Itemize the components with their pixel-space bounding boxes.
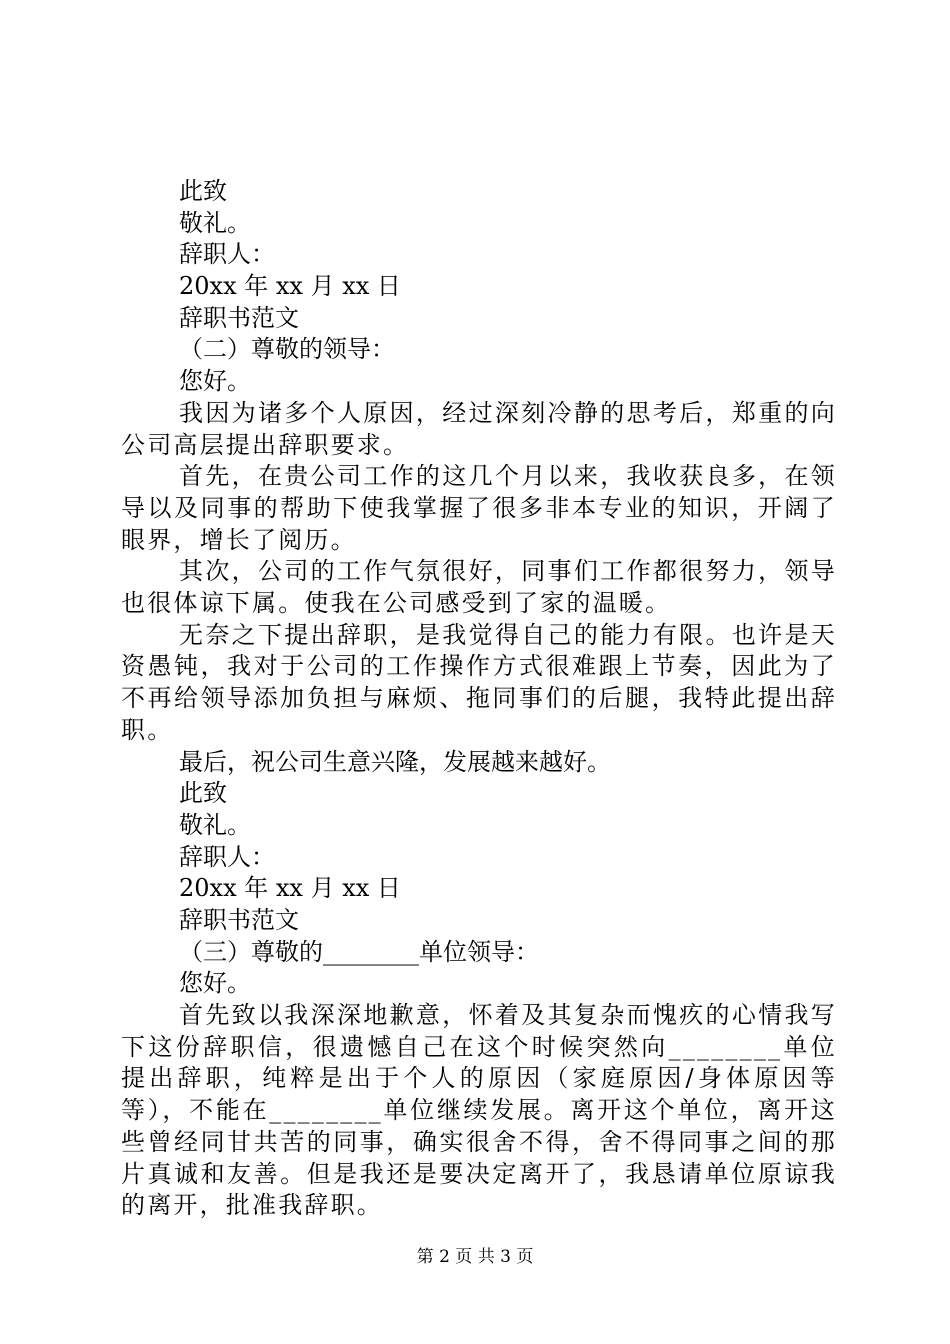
letter-hello: 您好。 <box>179 367 251 396</box>
body-paragraph: 其次，公司的工作气氛很好，同事们工作都很努力，领导也很体谅下属。使我在公司感受到了家的温暖。 <box>121 557 837 618</box>
closing-line: 此致 <box>179 177 227 205</box>
signature-label: 辞职人： <box>179 842 275 871</box>
body-line: 最后，祝公司生意兴隆，发展越来越好。 <box>179 747 611 776</box>
body-paragraph: 我因为诸多个人原因，经过深刻冷静的思考后，郑重的向公司高层提出辞职要求。 <box>121 398 837 459</box>
document-body <box>121 176 837 1222</box>
letter-greeting: （三）尊敬的________单位领导： <box>179 937 539 966</box>
closing-line: 此致 <box>179 779 227 808</box>
body-paragraph: 无奈之下提出辞职，是我觉得自己的能力有限。也许是天资愚钝，我对于公司的工作操作方式很难跟上节奏，因此为了不再给领导添加负担与麻烦、拖同事们的后腿，我特此提出辞职。 <box>121 620 837 744</box>
signature-label: 辞职人： <box>179 240 275 269</box>
body-paragraph: 首先致以我深深地歉意，怀着及其复杂而愧疚的心情我写下这份辞职信，很遗憾自己在这个时候突然向________单位提出辞职，纯粹是出于个人的原因（家庭原因/身体原因等等），不能在________单位继续发展。离开这个单位，离开这些曾经同甘共苦的同事，确实很舍不得，舍不得同事之间的那片真诚和友善。但是我还是要决定离开了，我恳请单位原谅我的离开，批准我辞职。 <box>121 1001 837 1220</box>
body-paragraph: 首先，在贵公司工作的这几个月以来，我收获良多，在领导以及同事的帮助下使我掌握了很多非本专业的知识，开阔了眼界，增长了阅历。 <box>121 462 837 554</box>
section-title: 辞职书范文 <box>179 303 299 332</box>
letter-hello: 您好。 <box>179 969 251 998</box>
page-footer: 第 2 页 共 3 页 <box>416 1247 534 1267</box>
letter-greeting: （二）尊敬的领导： <box>179 335 395 364</box>
date-line: 20xx 年 xx 月 xx 日 <box>179 874 401 903</box>
date-line: 20xx 年 xx 月 xx 日 <box>179 272 401 301</box>
salutation-line: 敬礼。 <box>179 208 251 237</box>
salutation-line: 敬礼。 <box>179 810 251 839</box>
section-title: 辞职书范文 <box>179 905 299 934</box>
